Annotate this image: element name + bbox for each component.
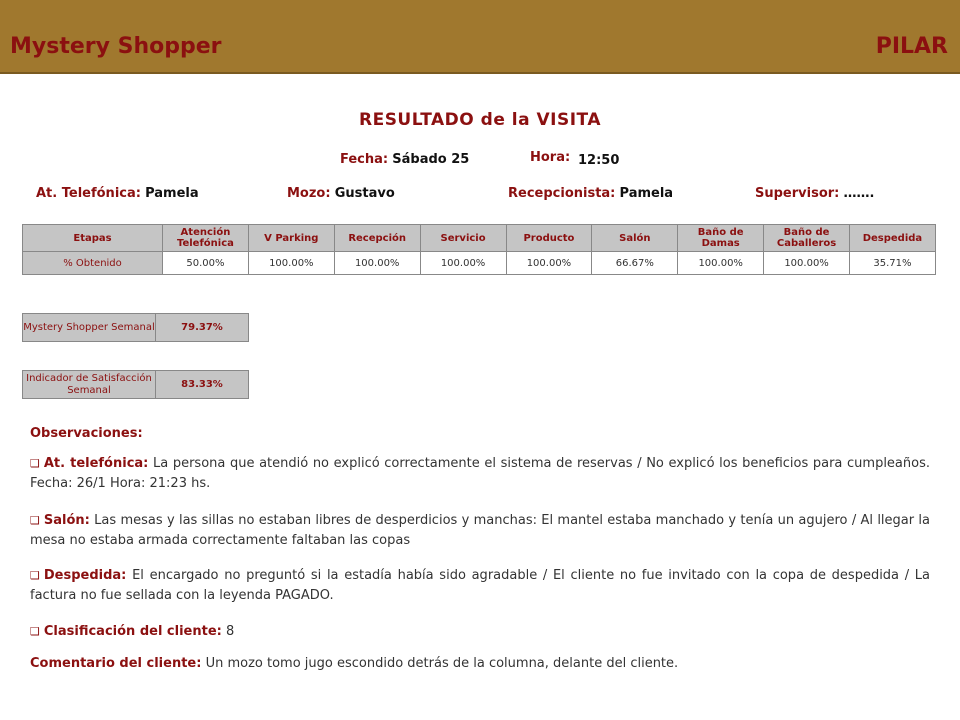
fecha-value: Sábado 25 — [392, 152, 470, 167]
supervisor-value: ……. — [843, 186, 875, 201]
results-header-row — [23, 225, 936, 252]
value-cell: 100.00% — [334, 252, 420, 275]
recepcionista-value: Pamela — [619, 186, 674, 201]
value-cell: 100.00% — [764, 252, 850, 275]
header-cell: Baño de Damas — [678, 225, 764, 252]
mozo-field — [287, 186, 395, 201]
header-cell: Despedida — [850, 225, 936, 252]
value-cell: 100.00% — [506, 252, 592, 275]
observation-item — [30, 511, 930, 551]
value-cell: 35.71% — [850, 252, 936, 275]
observation-item — [30, 622, 930, 642]
header-cell: V Parking — [248, 225, 334, 252]
header-divider — [0, 72, 960, 74]
value-cell: 66.67% — [592, 252, 678, 275]
checkbox-bullet-icon: ❑ — [30, 625, 40, 638]
hora-value: 12:50 — [578, 153, 620, 168]
value-cell: 50.00% — [163, 252, 249, 275]
observation-label: Clasificación del cliente: — [43, 624, 222, 639]
header-cell: Servicio — [420, 225, 506, 252]
header-cell: Recepción — [334, 225, 420, 252]
recepcionista-label: Recepcionista: — [508, 186, 616, 201]
value-cell: 100.00% — [678, 252, 764, 275]
fecha-label: Fecha: — [340, 152, 389, 167]
results-table — [22, 224, 936, 275]
observation-label: Salón: — [43, 513, 90, 528]
header-cell: Baño de Caballeros — [764, 225, 850, 252]
header-cell: Atención Telefónica — [163, 225, 249, 252]
recepcionista-field — [508, 186, 673, 201]
observation-item — [30, 566, 930, 606]
value-cell: 100.00% — [248, 252, 334, 275]
telefonica-value: Pamela — [145, 186, 199, 201]
observation-label: Despedida: — [43, 568, 127, 583]
header-cell: Salón — [592, 225, 678, 252]
observations-heading: Observaciones: — [30, 426, 143, 441]
row-label: % Obtenido — [23, 252, 163, 275]
mystery-weekly-box — [22, 313, 249, 342]
observation-text: Las mesas y las sillas no estaban libres de desperdicios y manchas: El mantel estaba manchado y tenía un agujero / Al llegar la mesa no estaba armada correctamente faltaban las copas — [30, 513, 930, 548]
observation-item — [30, 454, 930, 494]
supervisor-label: Supervisor: — [755, 186, 840, 201]
results-value-row — [23, 252, 936, 275]
page-title: RESULTADO de la VISITA — [358, 110, 601, 130]
mozo-value: Gustavo — [334, 186, 395, 201]
telefonica-field — [36, 186, 199, 201]
supervisor-field — [755, 186, 874, 201]
header-cell: Producto — [506, 225, 592, 252]
satisfaction-weekly-label: Indicador de Satisfacción Semanal — [23, 371, 156, 398]
checkbox-bullet-icon: ❑ — [30, 457, 40, 470]
client-comment-text: Un mozo tomo jugo escondido detrás de la columna, delante del cliente. — [205, 656, 679, 671]
observation-text: 8 — [226, 624, 235, 639]
checkbox-bullet-icon: ❑ — [30, 514, 40, 527]
observation-text: La persona que atendió no explicó correctamente el sistema de reservas / No explicó los beneficios para cumpleaños. Fecha: 26/1 Hora: 21:23 hs. — [30, 456, 930, 491]
satisfaction-weekly-box — [22, 370, 249, 399]
observation-label: At. telefónica: — [43, 456, 149, 471]
value-cell: 100.00% — [420, 252, 506, 275]
mystery-weekly-value: 79.37% — [156, 314, 248, 341]
client-comment — [30, 654, 930, 674]
client-comment-label: Comentario del cliente: — [30, 656, 202, 671]
observation-text: El encargado no preguntó si la estadía había sido agradable / El cliente no fue invitado con la copa de despedida / La factura no fue sellada con la leyenda PAGADO. — [30, 568, 931, 603]
checkbox-bullet-icon: ❑ — [30, 569, 40, 582]
fecha-field — [340, 152, 469, 167]
brand-title: Mystery Shopper — [10, 34, 222, 59]
telefonica-label: At. Telefónica: — [36, 186, 141, 201]
mystery-weekly-label: Mystery Shopper Semanal — [23, 314, 156, 341]
location-title: PILAR — [875, 34, 948, 59]
satisfaction-weekly-value: 83.33% — [156, 371, 248, 398]
mozo-label: Mozo: — [287, 186, 331, 201]
hora-label: Hora: — [530, 150, 571, 165]
header-cell: Etapas — [23, 225, 163, 252]
